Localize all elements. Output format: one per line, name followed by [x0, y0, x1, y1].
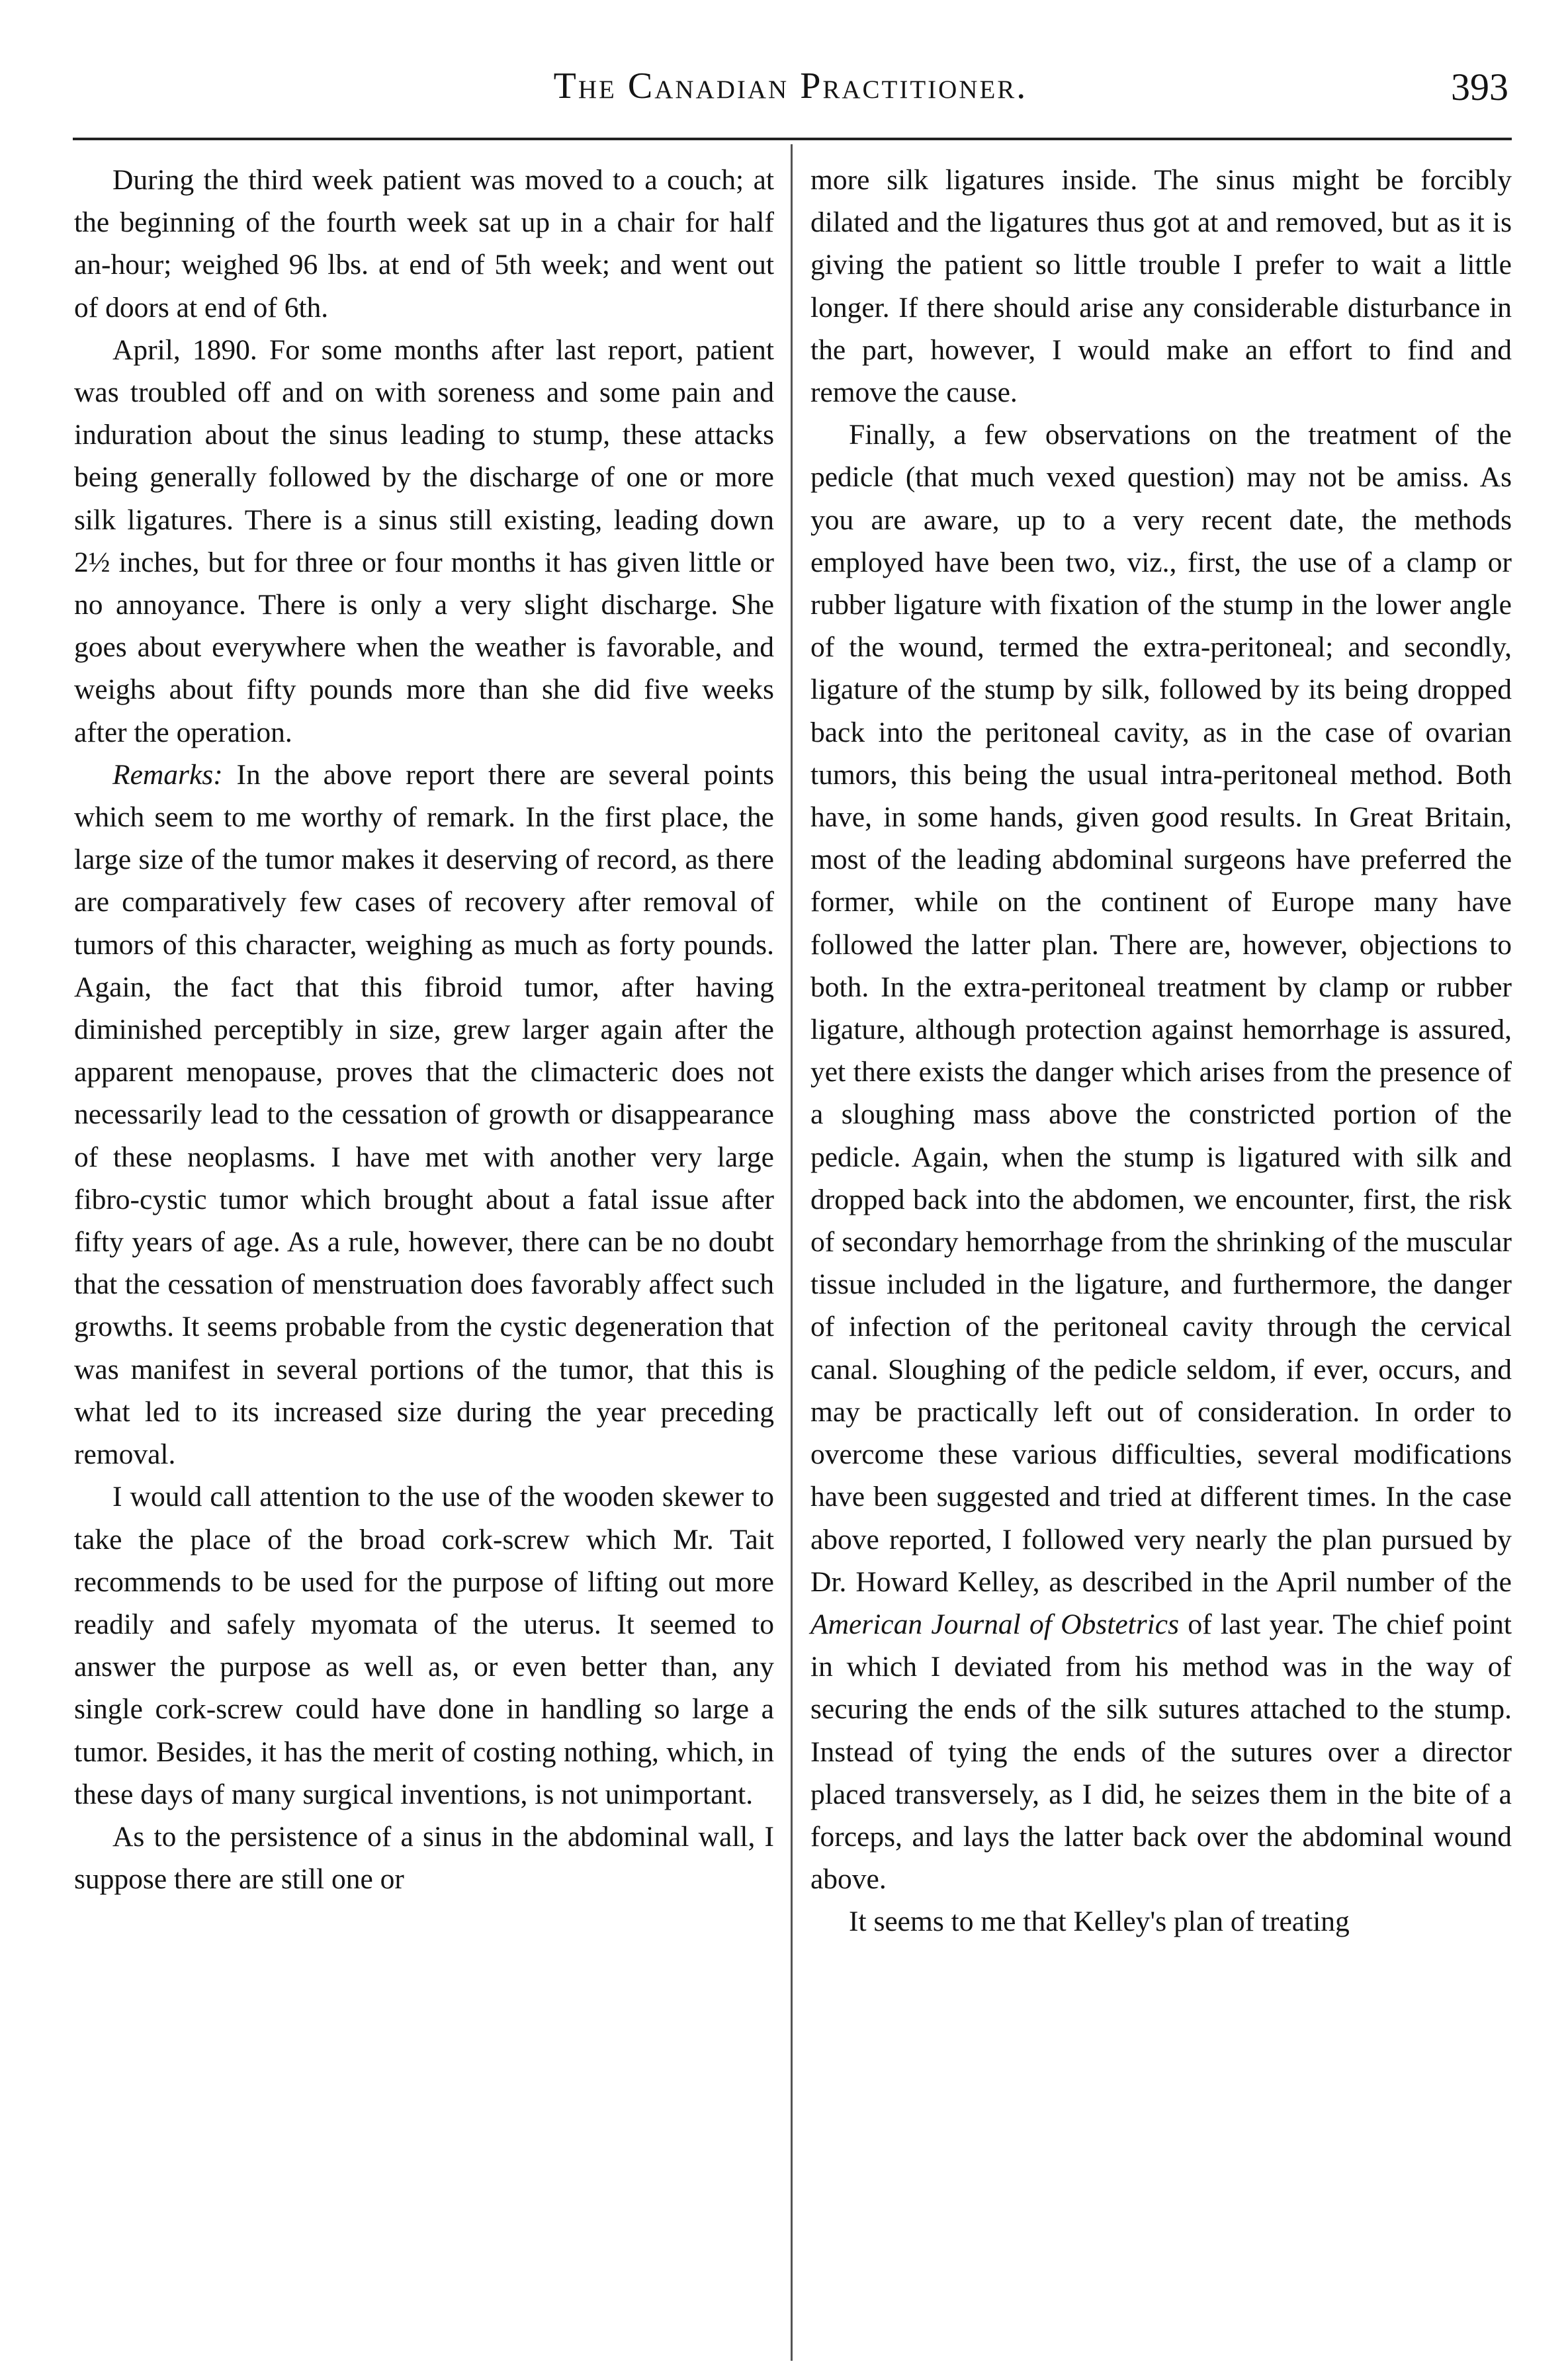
pedicle-body: Finally, a few observations on the treatment of the pedicle (that much vexed question) may not be amiss. As you are aware, up to a very recent date, the methods employed have been two, viz., first, the use of a clamp or rubber ligature with fixation of the stump in the lower angle of the wound, termed the extra-peritoneal; and secondly, ligature of the stump by silk, followed by its being dropped back into the peritoneal cavity, as in the case of ovarian tumors, this being the usual intra-peritoneal method. Both have, in some hands, given good results. In Great Britain, most of the leading abdominal surgeons have preferred the former, while on the continent of Europe many have followed the latter plan. There are, however, objections to both. In the extra-peritoneal treatment by clamp or rubber ligature, although protection against hemorrhage is assured, yet there exists the danger which arises from the presence of a sloughing mass above the constricted portion of the pedicle. Again, when the stump is ligatured with silk and dropped back into the abdomen, we encounter, first, the risk of secondary hemorrhage from the shrinking of the muscular tissue included in the ligature, and furthermore, the danger of infection of the peritoneal cavity through the cervical canal. Sloughing of the pedicle seldom, if ever, occurs, and may be practically left out of consideration. In order to overcome these various difficulties, several modifications have been suggested and tried at different times. In the case above reported, I followed very nearly the plan pursued by Dr. Howard Kelley, as described in the April number of the: [810, 419, 1512, 1598]
left-column: [74, 159, 774, 1900]
paragraph-kelley-plan: It seems to me that Kelley's plan of treating: [849, 1906, 1350, 1938]
right-column: [810, 159, 1512, 1943]
running-head: [73, 65, 1508, 111]
journal-title: American Journal of Obstetrics: [810, 1608, 1180, 1640]
paragraph-pedicle-treatment: [810, 414, 1512, 1900]
pedicle-tail: of last year. The chief point in which I deviated from his method was in the way of securing the ends of the silk sutures attached to the stump. Instead of tying the ends of the sutures over a director placed transversely, as I did, he seizes them in the bite of a forceps, and lays the latter back over the abdominal wound above.: [810, 1608, 1512, 1896]
remarks-lead: Remarks:: [112, 758, 223, 791]
paragraph-wooden-skewer: I would call attention to the use of the wooden skewer to take the place of the broad cork-screw which Mr. Tait recommends to be used for the purpose of lifting out more readily and safely myomata of the uterus. It seemed to answer the purpose as well as, or even better than, any single cork-screw could have done in handling so large a tumor. Besides, it has the merit of costing nothing, which, in these days of many surgical inventions, is not unimportant.: [74, 1481, 774, 1810]
header-rule: [73, 138, 1512, 140]
paragraph-remarks: [74, 754, 774, 1475]
page-number: 393: [1451, 66, 1508, 109]
paragraph-recovery-progress: During the third week patient was moved to a couch; at the beginning of the fourth week sat up in a chair for half an-hour; weighed 96 lbs. at end of 5th week; and went out of doors at end of 6th.: [74, 164, 774, 324]
paragraph-sinus-persistence: As to the persistence of a sinus in the abdominal wall, I suppose there are still one or: [74, 1820, 774, 1896]
column-divider: [791, 144, 793, 2361]
paragraph-april-1890-report: April, 1890. For some months after last report, patient was troubled off and on with soreness and some pain and induration about the sinus leading to stump, these attacks being generally followed by the discharge of one or more silk ligatures. There is a sinus still existing, leading down 2½ inches, but for three or four months it has given little or no annoyance. There is only a very slight discharge. She goes about everywhere when the weather is favorable, and weighs about fifty pounds more than she did five weeks after the operation.: [74, 333, 774, 748]
running-title: The Canadian Practitioner.: [553, 66, 1028, 107]
remarks-body: In the above report there are several points which seem to me worthy of remark. In the first place, the large size of the tumor makes it deserving of record, as there are comparatively few cases of recovery after removal of tumors of this character, weighing as much as forty pounds. Again, the fact that this fibroid tumor, after having diminished perceptibly in size, grew larger again after the apparent menopause, proves that the climacteric does not necessarily lead to the cessation of growth or disappearance of these neoplasms. I have met with another very large fibro-cystic tumor which brought about a fatal issue after fifty years of age. As a rule, however, there can be no doubt that the cessation of menstruation does favorably affect such growths. It seems probable from the cystic degeneration that was manifest in several portions of the tumor, that this is what led to its increased size during the year preceding removal.: [74, 758, 774, 1471]
paragraph-silk-ligatures-continued: more silk ligatures inside. The sinus might be forcibly dilated and the ligatures thus got at and removed, but as it is giving the patient so little trouble I prefer to wait a little longer. If there should arise any considerable disturbance in the part, however, I would make an effort to find and remove the cause.: [810, 164, 1512, 409]
